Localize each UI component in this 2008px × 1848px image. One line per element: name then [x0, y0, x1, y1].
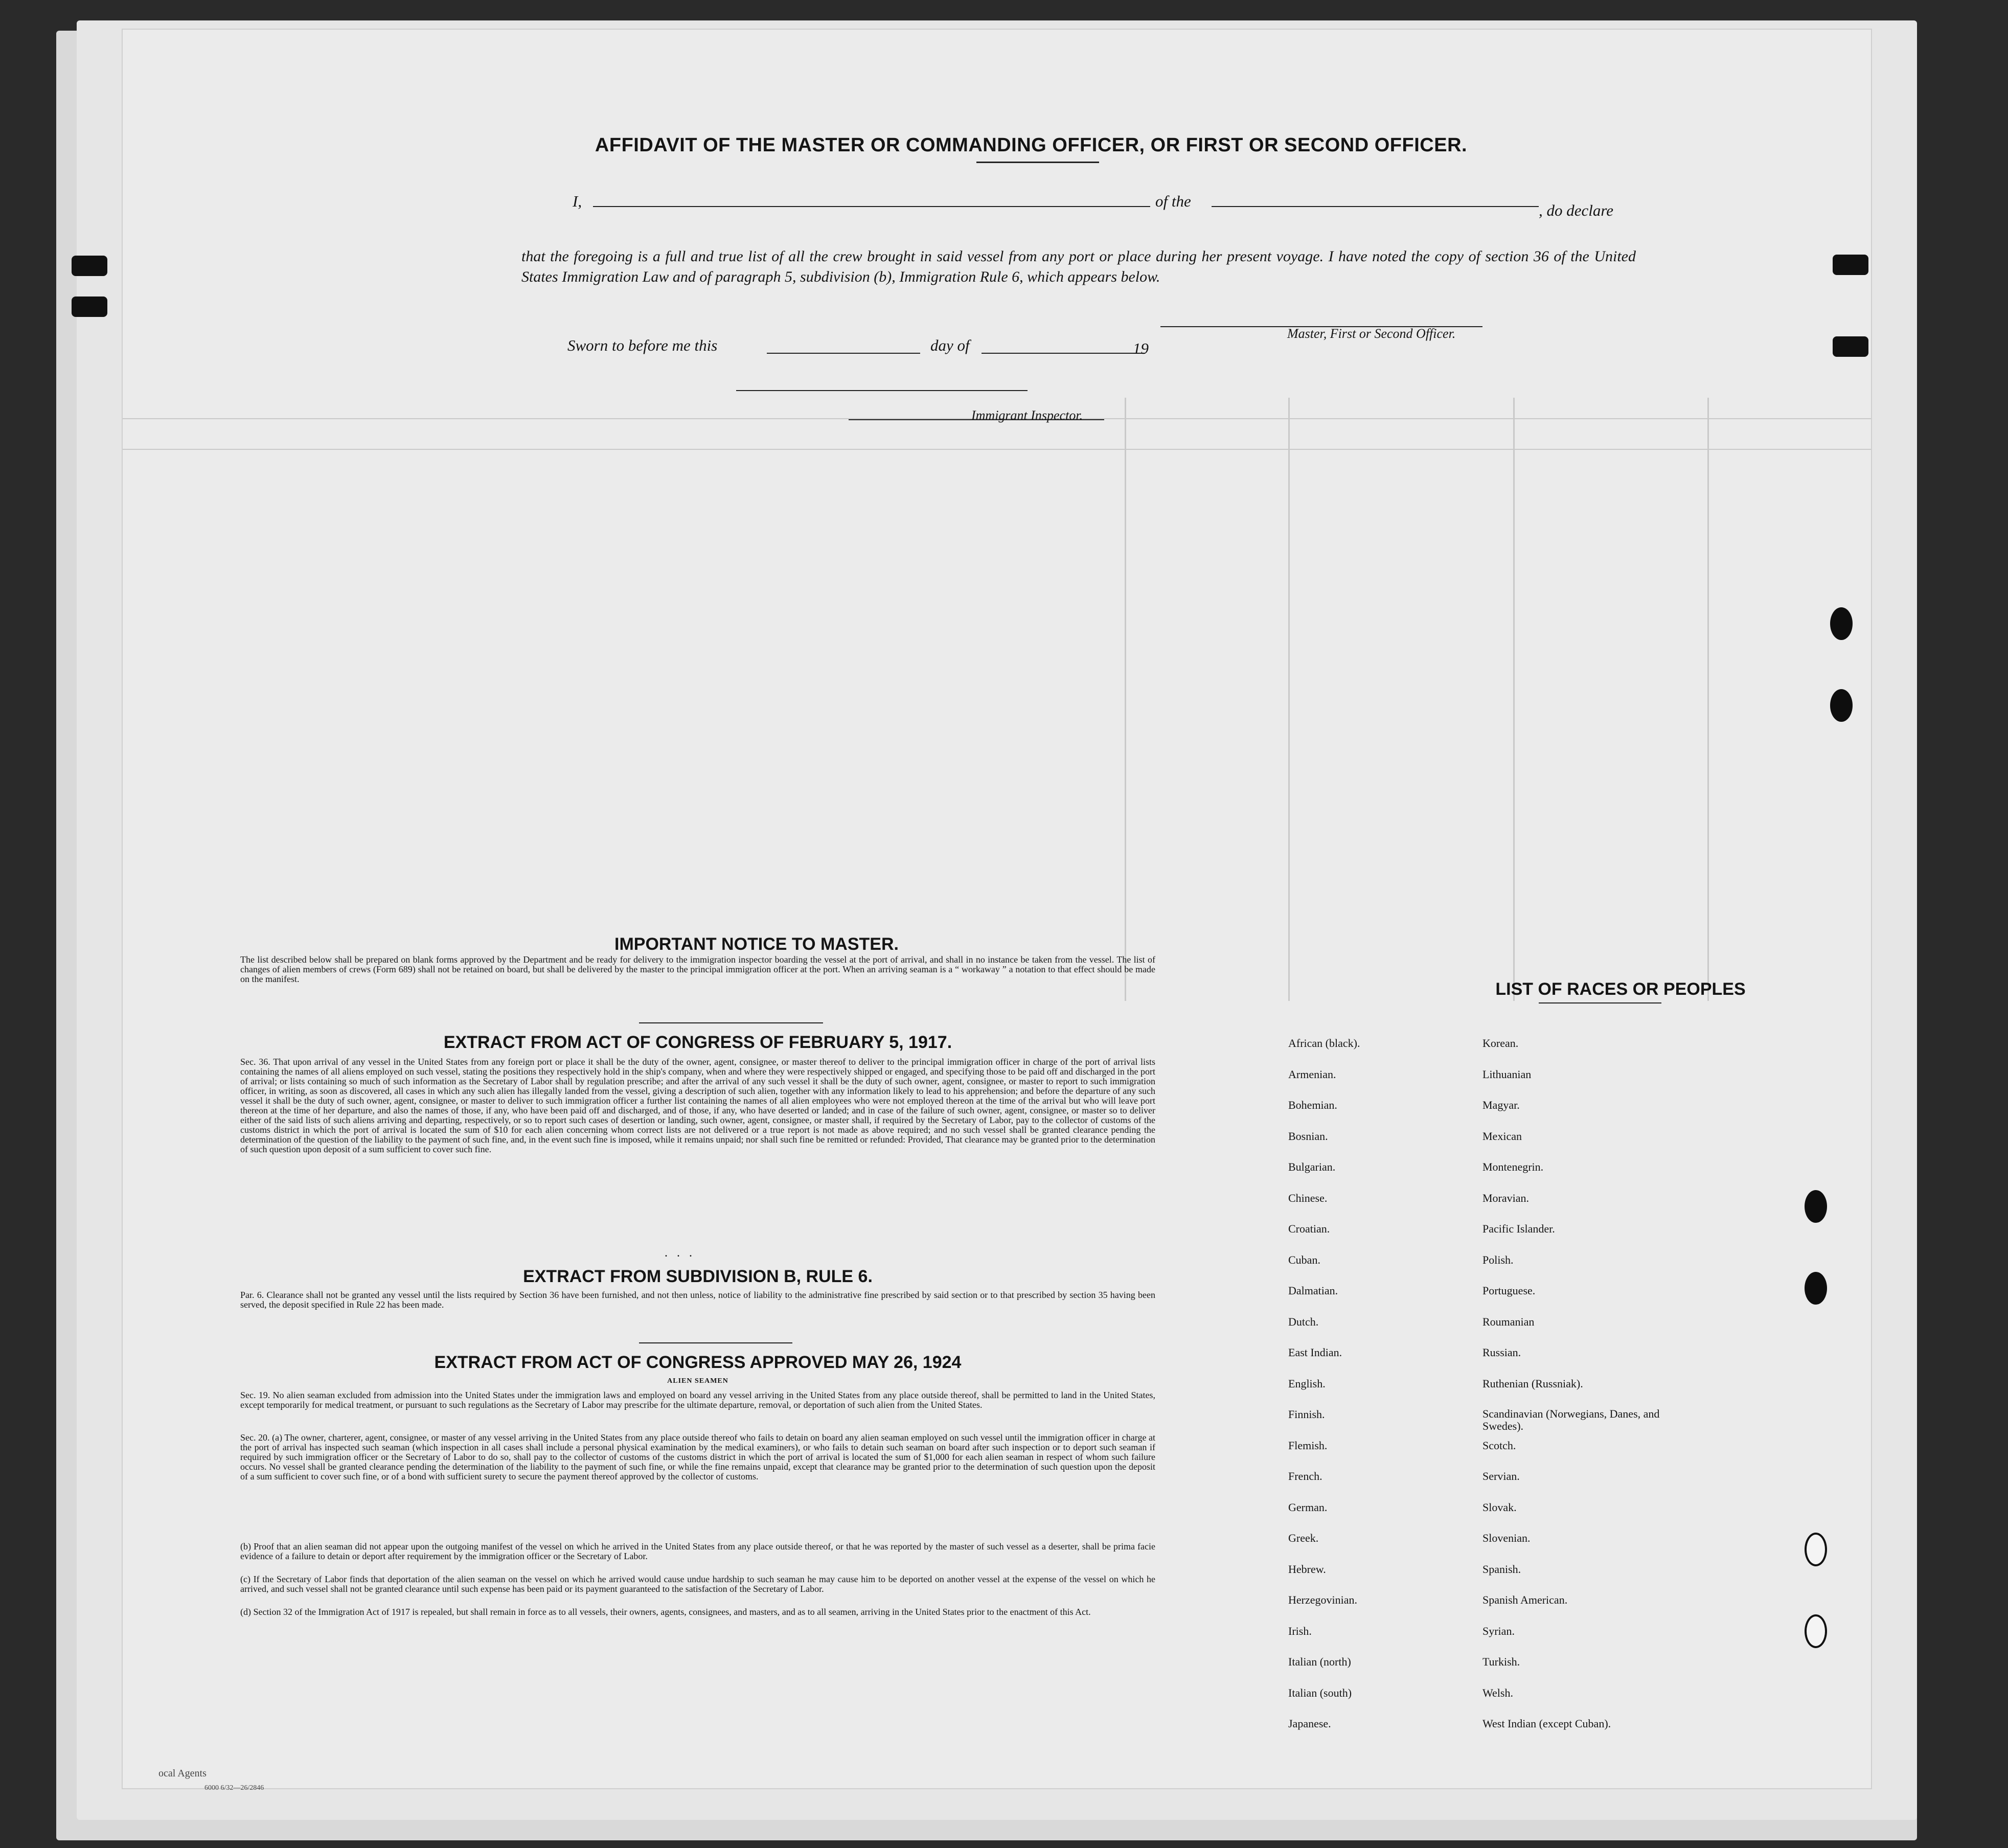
extract-rule6-text: Par. 6. Clearance shall not be granted any vessel until the lists required by Section 36 have been furnished, and not then unless, notice of liability to the administrative fine prescribed by said section or to that prescribed by section 35 having been served, the deposit specified in Rule 22 has been made.: [240, 1290, 1155, 1310]
race-item: Greek.: [1288, 1532, 1319, 1544]
day-line: [767, 353, 920, 354]
month-line: [982, 353, 1145, 354]
binder-clip: [1833, 336, 1868, 357]
extract-1924-title: EXTRACT FROM ACT OF CONGRESS APPROVED MAY 26, 1924: [434, 1353, 962, 1372]
race-item: Lithuanian: [1482, 1067, 1532, 1081]
punch-hole: [1805, 1272, 1827, 1305]
name-line: [593, 206, 1150, 207]
race-item: Scotch.: [1482, 1439, 1516, 1452]
race-item: Scandinavian (Norwegians, Danes, and Swedes).: [1482, 1407, 1660, 1432]
bleed-through-line: [1707, 398, 1709, 1001]
race-item: Korean.: [1482, 1037, 1519, 1050]
race-item: Flemish.: [1288, 1439, 1328, 1452]
race-item: Croatian.: [1288, 1222, 1330, 1235]
inspector-line-top: [736, 390, 1028, 391]
divider: [639, 1022, 823, 1023]
extract-1924-sec19: Sec. 19. No alien seaman excluded from admission into the United States under the immigration laws and employed on board any vessel arriving in the United States from any place outside thereof, shall be permitted to land in the United States, except temporarily for medical treatment, or pursuant to such regulations as the Secretary of Labor may prescribe for the ultimate departure, removal, or deportation of such alien from the United States.: [240, 1390, 1155, 1410]
race-item: Portuguese.: [1482, 1284, 1536, 1297]
race-item: German.: [1288, 1500, 1328, 1514]
race-item: Spanish American.: [1482, 1593, 1568, 1606]
notice-text: The list described below shall be prepared on blank forms approved by the Department and be ready for delivery to the immigration inspector boarding the vessel at the port of arrival, and shall in no instance be taken from the vessel. The list of changes of alien members of crews (Form 689) shall not be retained on board, but shall be delivered by the master to the principal immigration officer at the port. When an arriving seaman is a “ workaway ” a notation to that effect should be made on the manifest.: [240, 954, 1155, 984]
race-item: Finnish.: [1288, 1408, 1325, 1421]
bleed-through-line: [1288, 398, 1290, 1001]
bleed-through-line: [123, 449, 1871, 450]
race-item: Syrian.: [1482, 1624, 1515, 1637]
race-item: French.: [1288, 1470, 1322, 1482]
race-item: Polish.: [1482, 1253, 1514, 1266]
race-item: Japanese.: [1288, 1717, 1331, 1730]
document-page: [123, 30, 1871, 1792]
race-item: Mexican: [1482, 1129, 1522, 1143]
year-label: 19: [1133, 339, 1149, 357]
affidavit-of-the-label: of the: [1155, 192, 1191, 210]
race-item: Dalmatian.: [1288, 1284, 1338, 1297]
ellipsis: . . .: [665, 1246, 695, 1260]
binder-clip: [72, 296, 107, 317]
affidavit-statement: that the foregoing is a full and true list of all the crew brought in said vessel from any port or place during her present voyage. I have noted the copy of section 36 of the United States Immigration Law and of paragraph 5, subdivision (b), Immigration Rule 6, which appears below.: [521, 248, 1636, 285]
race-item: Hebrew.: [1288, 1562, 1326, 1576]
race-item: Moravian.: [1482, 1191, 1530, 1204]
vessel-line: [1212, 206, 1539, 207]
race-item: Irish.: [1288, 1624, 1312, 1637]
race-item: Magyar.: [1482, 1099, 1520, 1111]
race-item: Turkish.: [1482, 1655, 1520, 1668]
form-code: 6000 6/32—26/2846: [204, 1784, 264, 1792]
extract-rule6-title: EXTRACT FROM SUBDIVISION B, RULE 6.: [523, 1267, 873, 1286]
extract-1917-text: Sec. 36. That upon arrival of any vessel in the United States from any foreign port or place it shall be the duty of the owner, agent, consignee, or master thereof to deliver to the principal immigration officer in charge of the port of arrival lists containing the names of all aliens employed on such vessel, stating the positions they respectively hold in the ship's company, when and where they were respectively shipped or engaged, and specifying those to be paid off and discharged in the port of arrival; or lists containing so much of such information as the Secretary of Labor shall by regulation prescribe; and after the arrival of any such vessel it shall be the duty of such owner, agent, consignee, or master to report to such immigration officer, in writing, as soon as discovered, all cases in which any such alien has illegally landed from the vessel, giving a description of such alien, together with any information likely to lead to his apprehension; and before the departure of any such vessel it shall be the duty of such owner, agent, consignee, or master to deliver to such immigration officer a further list containing the names of all alien employees who were not employed thereon at the time of the arrival but who will leave port thereon at the time of her departure, and also the names of those, if any, who have been paid off and discharged, and of those, if any, who have deserted or landed; and in case of the failure of such owner, agent, consignee, or master so to deliver either of the said lists of such aliens arriving and departing, respectively, or so to report such cases of desertion or landing, such owner, agent, consignee, or master shall, if required by the Secretary of Labor, pay to the collector of customs of the customs district in which the port of arrival is located the sum of $10 for each alien concerning whom correct lists are not delivered or a true report is not made as above required; and no such vessel shall be granted clearance pending the determination of the question of the liability to the payment of such fine, and, in the event such fine is imposed, while it remains unpaid; nor shall such fine be remitted or refunded: Provided, That clearance may be granted prior to the determination of such question upon deposit of a sum sufficient to cover such fine.: [240, 1057, 1155, 1154]
affidavit-i-label: I,: [573, 192, 582, 210]
bleed-through-line: [1513, 398, 1515, 1001]
race-item: Servian.: [1482, 1470, 1520, 1482]
affidavit-title: AFFIDAVIT OF THE MASTER OR COMMANDING OFFICER, OR FIRST OR SECOND OFFICER.: [595, 134, 1468, 156]
race-item: Slovak.: [1482, 1500, 1517, 1514]
punch-hole: [1805, 1190, 1827, 1223]
extract-1924-sec20a: Sec. 20. (a) The owner, charterer, agent, consignee, or master of any vessel arriving in the United States from any place outside thereof who fails to detain on board any alien seaman employed on such vessel until the immigration officer in charge at the port of arrival has inspected such seaman (which inspection in all cases shall include a personal physical examination by the medical examiners), or who fails to detain such seaman on board after such inspection or to deport such seaman if required by such immigration officer or the Secretary of Labor to do so, shall pay to the collector of customs of the customs district in which the port of arrival is located the sum of $1,000 for each alien seaman in respect of whom such failure occurs. No vessel shall be granted clearance pending the determination of the liability to the payment of such fine, or while the fine remains unpaid, except that clearance may be granted prior to the determination of such question upon the deposit of a sum sufficient to cover such fine, or of a bond with sufficient surety to secure the payment thereof approved by the collector of customs.: [240, 1432, 1155, 1481]
footer-agents: ocal Agents: [158, 1768, 207, 1779]
binder-clip: [1833, 255, 1868, 275]
race-item: African (black).: [1288, 1037, 1360, 1050]
sworn-label: Sworn to before me this: [567, 336, 718, 354]
extract-1924-sec20d: (d) Section 32 of the Immigration Act of 1917 is repealed, but shall remain in force as to all vessels, their owners, agents, consignees, and masters, and as to all seamen, arriving in the United States prior to the enactment of this Act.: [240, 1607, 1091, 1617]
race-item: Chinese.: [1288, 1191, 1328, 1204]
race-item: Slovenian.: [1482, 1532, 1531, 1544]
binder-clip: [72, 256, 107, 276]
race-item: Montenegrin.: [1482, 1160, 1544, 1173]
divider: [976, 162, 1099, 163]
extract-1917-title: EXTRACT FROM ACT OF CONGRESS OF FEBRUARY 5, 1917.: [443, 1033, 952, 1052]
race-item: Armenian.: [1288, 1067, 1336, 1081]
extract-1924-sec20c: (c) If the Secretary of Labor finds that deportation of the alien seaman on the vessel on which he arrived would cause undue hardship to such seaman he may cause him to be deported on another vessel at the expense of the vessel on which he arrived, and such vessel shall not be granted clearance until such expense has been paid or its payment guaranteed to the satisfaction of the Secretary of Labor.: [240, 1574, 1155, 1594]
punch-hole: [1830, 607, 1853, 640]
race-item: Ruthenian (Russniak).: [1482, 1377, 1583, 1390]
race-item: Russian.: [1482, 1346, 1521, 1359]
affidavit-declare-label: , do declare: [1539, 201, 1614, 219]
race-item: Bulgarian.: [1288, 1160, 1336, 1173]
race-item: Bosnian.: [1288, 1129, 1328, 1143]
race-item: Italian (north): [1288, 1655, 1351, 1668]
punch-hole: [1805, 1533, 1827, 1566]
race-item: English.: [1288, 1377, 1326, 1390]
divider: [639, 1342, 792, 1343]
race-item: Bohemian.: [1288, 1099, 1337, 1111]
inspector-label: Immigrant Inspector.: [971, 408, 1083, 423]
extract-1924-subtitle: ALIEN SEAMEN: [667, 1377, 728, 1385]
races-title: LIST OF RACES OR PEOPLES: [1495, 979, 1746, 999]
race-item: Welsh.: [1482, 1686, 1513, 1699]
bleed-through-line: [1125, 398, 1126, 1001]
race-item: Dutch.: [1288, 1315, 1319, 1328]
race-item: Italian (south): [1288, 1686, 1352, 1699]
race-item: Herzegovinian.: [1288, 1593, 1357, 1606]
divider: [1539, 1002, 1661, 1003]
race-item: Pacific Islander.: [1482, 1222, 1555, 1235]
signature-label: Master, First or Second Officer.: [1287, 326, 1456, 341]
punch-hole: [1830, 689, 1853, 722]
race-item: West Indian (except Cuban).: [1482, 1717, 1611, 1730]
punch-hole: [1805, 1614, 1827, 1648]
day-of-label: day of: [930, 336, 970, 354]
race-item: East Indian.: [1288, 1346, 1342, 1359]
race-item: Roumanian: [1482, 1315, 1535, 1328]
extract-1924-sec20b: (b) Proof that an alien seaman did not appear upon the outgoing manifest of the vessel on which he arrived in the United States from any place outside thereof, or that he was reported by the master of such vessel as a deserter, shall be prima facie evidence of a failure to detain or deport after requirement by the immigration officer or the Secretary of Labor.: [240, 1541, 1155, 1561]
race-item: Spanish.: [1482, 1562, 1521, 1576]
race-item: Cuban.: [1288, 1253, 1320, 1266]
notice-title: IMPORTANT NOTICE TO MASTER.: [614, 934, 899, 954]
